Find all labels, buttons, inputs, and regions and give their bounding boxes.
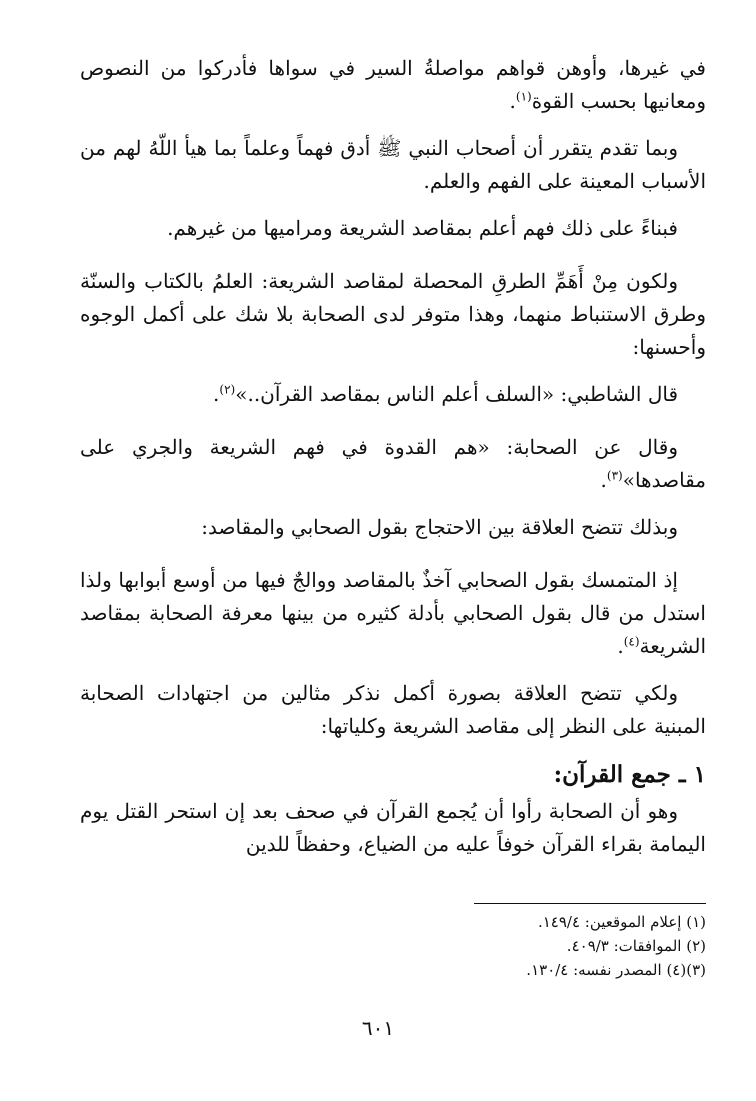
page-body	[80, 52, 706, 881]
section-heading: ١ ـ جمع القرآن:	[553, 761, 706, 788]
footnote-1: (١) إعلام الموقعين: ١٤٩/٤.	[537, 913, 706, 931]
footnote-3: (٣)(٤) المصدر نفسه: ١٣٠/٤.	[526, 961, 706, 979]
page-number: ٦٠١	[361, 1016, 395, 1040]
footnote-ref-1: (١)	[515, 89, 532, 104]
footnote-ref-4: (٤)	[623, 634, 640, 649]
paragraph-5-text: قال الشاطبي: «السلف أعلم الناس بمقاصد القرآن..»	[235, 382, 678, 406]
paragraph-9-text: ولكي تتضح العلاقة بصورة أكمل نذكر مثالين من اجتهادات الصحابة المبنية على النظر إلى مقاصد الشريعة وكلياتها:	[80, 681, 706, 738]
paragraph-5-tail: .	[213, 382, 220, 406]
paragraph-8	[80, 564, 706, 663]
paragraph-4-text: ولكون مِنْ أَهَمِّ الطرقِ المحصلة لمقاصد الشريعة: العلمُ بالكتاب والسنّة وطرق الاستنباط منهما، وهذا متوفر لدى الصحابة بلا شك على أكمل الوجوه وأحسنها:	[80, 269, 706, 359]
footnote-ref-2: (٢)	[219, 382, 236, 397]
paragraph-2-text: وبما تقدم يتقرر أن أصحاب النبي ﷺ أدق فهماً وعلماً بما هيأ اللّهُ لهم من الأسباب المعينة على الفهم والعلم.	[80, 136, 706, 193]
paragraph-7-text: وبذلك تتضح العلاقة بين الاحتجاج بقول الصحابي والمقاصد:	[201, 515, 678, 539]
paragraph-8-text: إذ المتمسك بقول الصحابي آخذٌ بالمقاصد ووالجٌ فيها من أوسع أبوابها ولذا استدل من قال بقول الصحابي بأدلة كثيره من بينها معرفة الصحابة بمقاصد الشريعة	[80, 568, 706, 658]
paragraph-10-text: وهو أن الصحابة رأوا أن يُجمع القرآن في صحف بعد إن استحر القتل يوم اليمامة بقراء القرآن خوفاً عليه من الضياع، وحفظاً للدين	[80, 799, 706, 856]
paragraph-1	[80, 52, 706, 118]
paragraph-5	[80, 378, 706, 411]
paragraph-6-tail: .	[600, 468, 607, 492]
paragraph-10	[80, 795, 706, 861]
paragraph-8-tail: .	[617, 634, 624, 658]
paragraph-6	[80, 431, 706, 497]
paragraph-3-text: فبناءً على ذلك فهم أعلم بمقاصد الشريعة ومراميها من غيرهم.	[167, 216, 678, 240]
footnote-2: (٢) الموافقات: ٤٠٩/٣.	[566, 937, 706, 955]
paragraph-7	[80, 511, 706, 544]
paragraph-2	[80, 132, 706, 198]
paragraph-6-text: وقال عن الصحابة: «هم القدوة في فهم الشريعة والجري على مقاصدها»	[80, 435, 706, 492]
paragraph-4	[80, 265, 706, 364]
paragraph-3	[80, 212, 706, 245]
paragraph-1-text: في غيرها، وأوهن قواهم مواصلةُ السير في سواها فأدركوا من النصوص ومعانيها بحسب القوة	[80, 56, 706, 113]
paragraph-1-tail: .	[509, 89, 516, 113]
paragraph-9	[80, 677, 706, 743]
footnote-separator	[474, 903, 706, 904]
footnotes	[286, 910, 706, 982]
footnote-ref-3: (٣)	[606, 468, 623, 483]
